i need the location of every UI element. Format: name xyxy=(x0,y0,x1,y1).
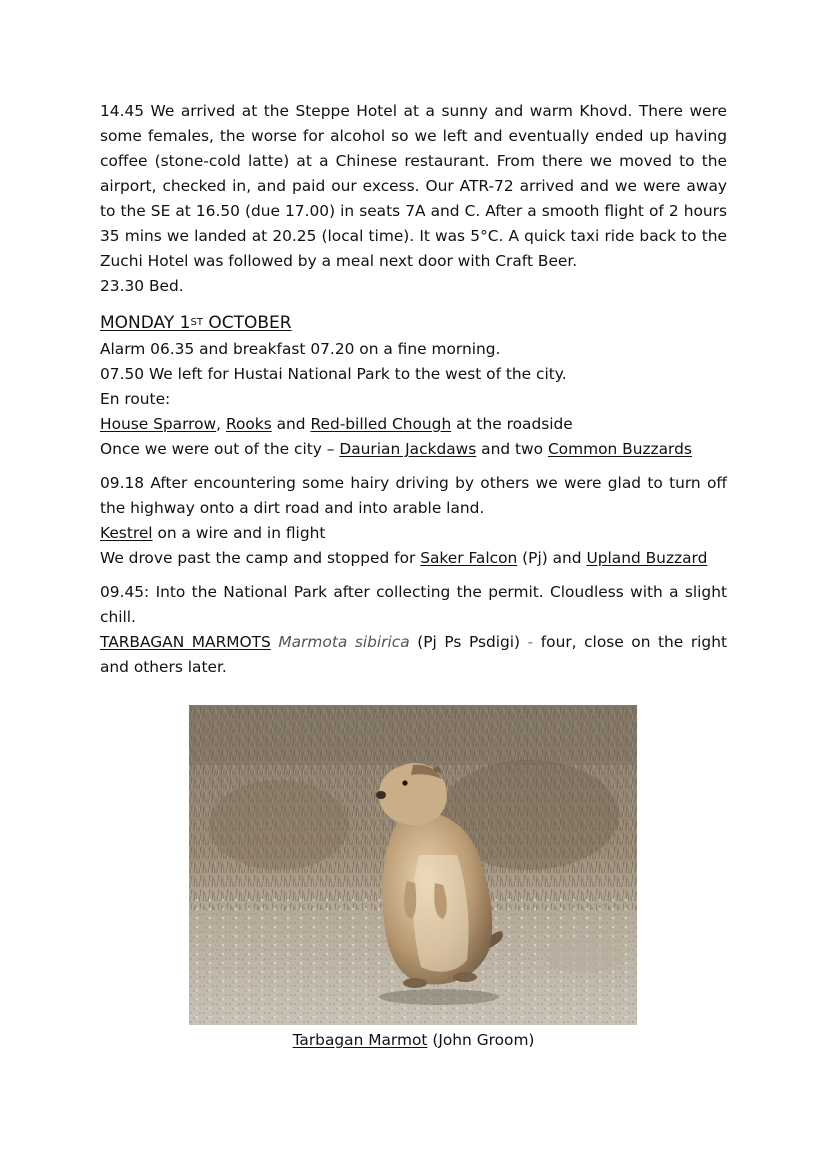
text-fragment: four, close on the right and others later. xyxy=(100,633,727,676)
species-tarbagan-marmots: TARBAGAN MARMOTS xyxy=(100,633,271,651)
marmot-line xyxy=(100,630,727,680)
day-heading-sup: ST xyxy=(190,317,203,328)
species-house-sparrow: House Sparrow xyxy=(100,415,217,433)
day-heading-post: OCTOBER xyxy=(202,313,292,333)
paragraph-dirt-road: 09.18 After encountering some hairy driving by others we were glad to turn off the highway onto a dirt road and into arable land. xyxy=(100,474,727,517)
text-fragment: Once we were out of the city – xyxy=(100,440,340,458)
text-fragment: on a wire and in flight xyxy=(152,524,326,542)
caption-species: Tarbagan Marmot xyxy=(292,1031,428,1049)
species-rooks: Rooks xyxy=(225,415,272,433)
text-fragment: (Pj) and xyxy=(517,549,587,567)
species-saker-falcon: Saker Falcon xyxy=(420,549,518,567)
alarm-line: Alarm 06.35 and breakfast 07.20 on a fine morning. xyxy=(100,340,501,358)
text-fragment: at the roadside xyxy=(451,415,573,433)
species-kestrel: Kestrel xyxy=(100,524,153,542)
text-fragment: (Pj Ps Psdigi) xyxy=(409,633,528,651)
species-daurian-jackdaws: Daurian Jackdaws xyxy=(339,440,477,458)
species-red-billed-chough: Red-billed Chough xyxy=(310,415,452,433)
text-fragment: and two xyxy=(476,440,548,458)
diary-body xyxy=(100,99,727,680)
en-route-line: En route: xyxy=(100,390,171,408)
species-upland-buzzard: Upland Buzzard xyxy=(586,549,708,567)
paragraph-national-park: 09.45: Into the National Park after collecting the permit. Cloudless with a slight chill. xyxy=(100,583,727,626)
out-of-city-line xyxy=(100,437,727,462)
dash: - xyxy=(527,633,534,651)
kestrel-line xyxy=(100,521,727,546)
marmot-photo xyxy=(189,705,637,1025)
day-heading-pre: MONDAY 1 xyxy=(100,313,191,333)
departure-line: 07.50 We left for Hustai National Park to the west of the city. xyxy=(100,365,567,383)
bed-time-line: 23.30 Bed. xyxy=(100,277,184,295)
text-fragment: , xyxy=(216,415,226,433)
text-fragment: We drove past the camp and stopped for xyxy=(100,549,421,567)
photo-caption xyxy=(0,1028,827,1053)
roadside-birds-line xyxy=(100,412,727,437)
camp-line xyxy=(100,546,727,571)
text-fragment: and xyxy=(271,415,311,433)
scientific-name: Marmota sibirica xyxy=(278,633,410,651)
paragraph-arrival-khovd: 14.45 We arrived at the Steppe Hotel at a sunny and warm Khovd. There were some females, the worse for alcohol so we left and eventually ended up having coffee (stone-cold latte) at a Chinese restaurant. From there we moved to the airport, checked in, and paid our excess. Our ATR-72 arrived and we were away to the SE at 16.50 (due 17.00) in seats 7A and C. After a smooth flight of 2 hours 35 mins we landed at 20.25 (local time). It was 5°C. A quick taxi ride back to the Zuchi Hotel was followed by a meal next door with Craft Beer. xyxy=(100,102,727,270)
day-heading xyxy=(100,310,727,337)
caption-credit: (John Groom) xyxy=(427,1031,535,1049)
species-common-buzzards: Common Buzzards xyxy=(547,440,692,458)
